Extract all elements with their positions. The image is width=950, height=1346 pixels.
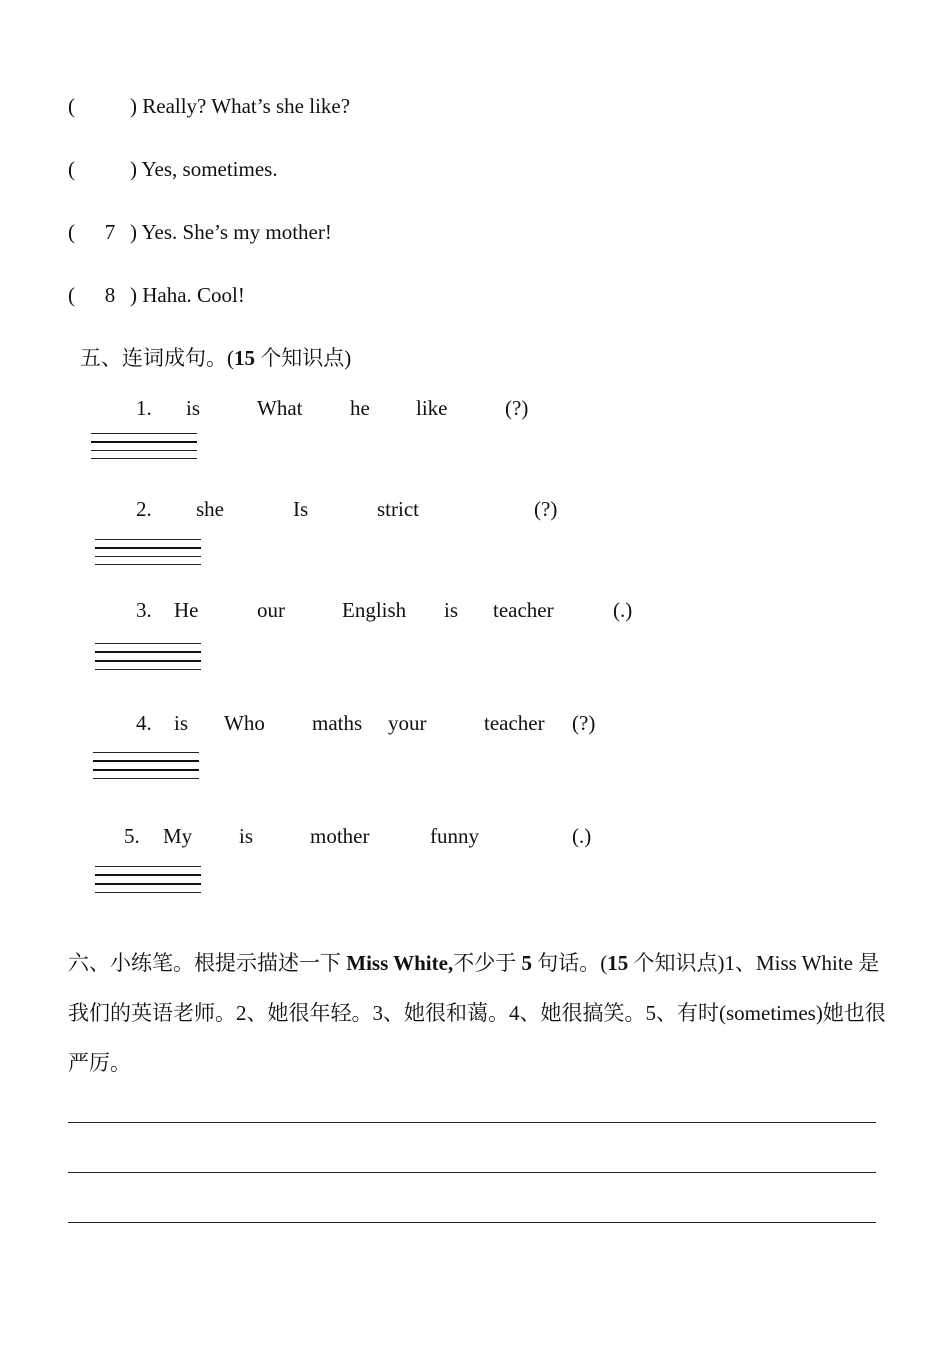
word-chip: What (257, 396, 303, 420)
prompt-text: 六、小练笔。根提示描述一下 (68, 951, 347, 975)
word-chip: our (257, 598, 285, 622)
dialogue-row (68, 280, 245, 310)
answer-lines[interactable] (95, 643, 201, 677)
dialogue-text: ) Really? What’s she like? (130, 94, 351, 118)
open-paren: ( (68, 94, 75, 118)
dialogue-row (68, 91, 350, 121)
writing-line[interactable] (68, 1222, 876, 1223)
item-number: 1. (136, 396, 152, 420)
open-paren: ( (68, 220, 75, 244)
answer-lines[interactable] (95, 539, 201, 572)
word-chip: your (388, 711, 427, 735)
item-number: 2. (136, 497, 152, 521)
word-chip: Who (224, 711, 265, 735)
answer-lines[interactable] (91, 433, 197, 466)
word-chip: like (416, 396, 448, 420)
word-chip: He (174, 598, 199, 622)
section5-title-prefix: 五、连词成句。( (80, 346, 234, 370)
answer-slot[interactable]: 8 (104, 283, 116, 307)
dialogue-row (68, 217, 332, 247)
word-chip: he (350, 396, 370, 420)
word-chip: (.) (613, 598, 633, 622)
word-chip: (?) (505, 396, 529, 420)
word-chip: Is (293, 497, 309, 521)
word-chip: is (239, 824, 254, 848)
prompt-points: 15 (607, 951, 629, 975)
open-paren: ( (68, 283, 75, 307)
writing-line[interactable] (68, 1122, 876, 1123)
item-number: 3. (136, 598, 152, 622)
word-chip: is (174, 711, 189, 735)
word-chip: (?) (572, 711, 596, 735)
dialogue-text: ) Yes. She’s my mother! (130, 220, 332, 244)
dialogue-text: ) Haha. Cool! (130, 283, 245, 307)
word-chip: (?) (534, 497, 558, 521)
word-chip: is (186, 396, 201, 420)
writing-line[interactable] (68, 1172, 876, 1173)
word-chip: English (342, 598, 407, 622)
item-number: 4. (136, 711, 152, 735)
dialogue-text: ) Yes, sometimes. (130, 157, 278, 181)
word-chip: My (163, 824, 193, 848)
section5-title (80, 343, 351, 373)
word-chip: maths (312, 711, 363, 735)
word-chip: she (196, 497, 224, 521)
prompt-text: 不少于 (453, 951, 522, 975)
prompt-hints: 个知识点)1、Miss White 是我们的英语老师。2、她很年轻。3、她很和蔼。4、她很搞笑。5、有时(sometimes)她也很严厉。 (68, 951, 886, 1075)
prompt-text: 句话。( (531, 951, 608, 975)
word-chip: (.) (572, 824, 592, 848)
open-paren: ( (68, 157, 75, 181)
section6-prompt (68, 938, 888, 1088)
prompt-name: Miss White, (346, 951, 454, 975)
answer-lines[interactable] (93, 752, 199, 786)
word-chip: teacher (493, 598, 554, 622)
section5-title-suffix: 个知识点) (255, 346, 352, 370)
section5-points: 15 (234, 346, 255, 370)
dialogue-row (68, 154, 278, 184)
word-chip: mother (310, 824, 370, 848)
item-number: 5. (124, 824, 140, 848)
answer-slot[interactable]: 7 (104, 220, 116, 244)
word-chip: strict (377, 497, 419, 521)
answer-lines[interactable] (95, 866, 201, 900)
prompt-count: 5 (521, 951, 532, 975)
word-chip: funny (430, 824, 479, 848)
word-chip: teacher (484, 711, 545, 735)
word-chip: is (444, 598, 459, 622)
